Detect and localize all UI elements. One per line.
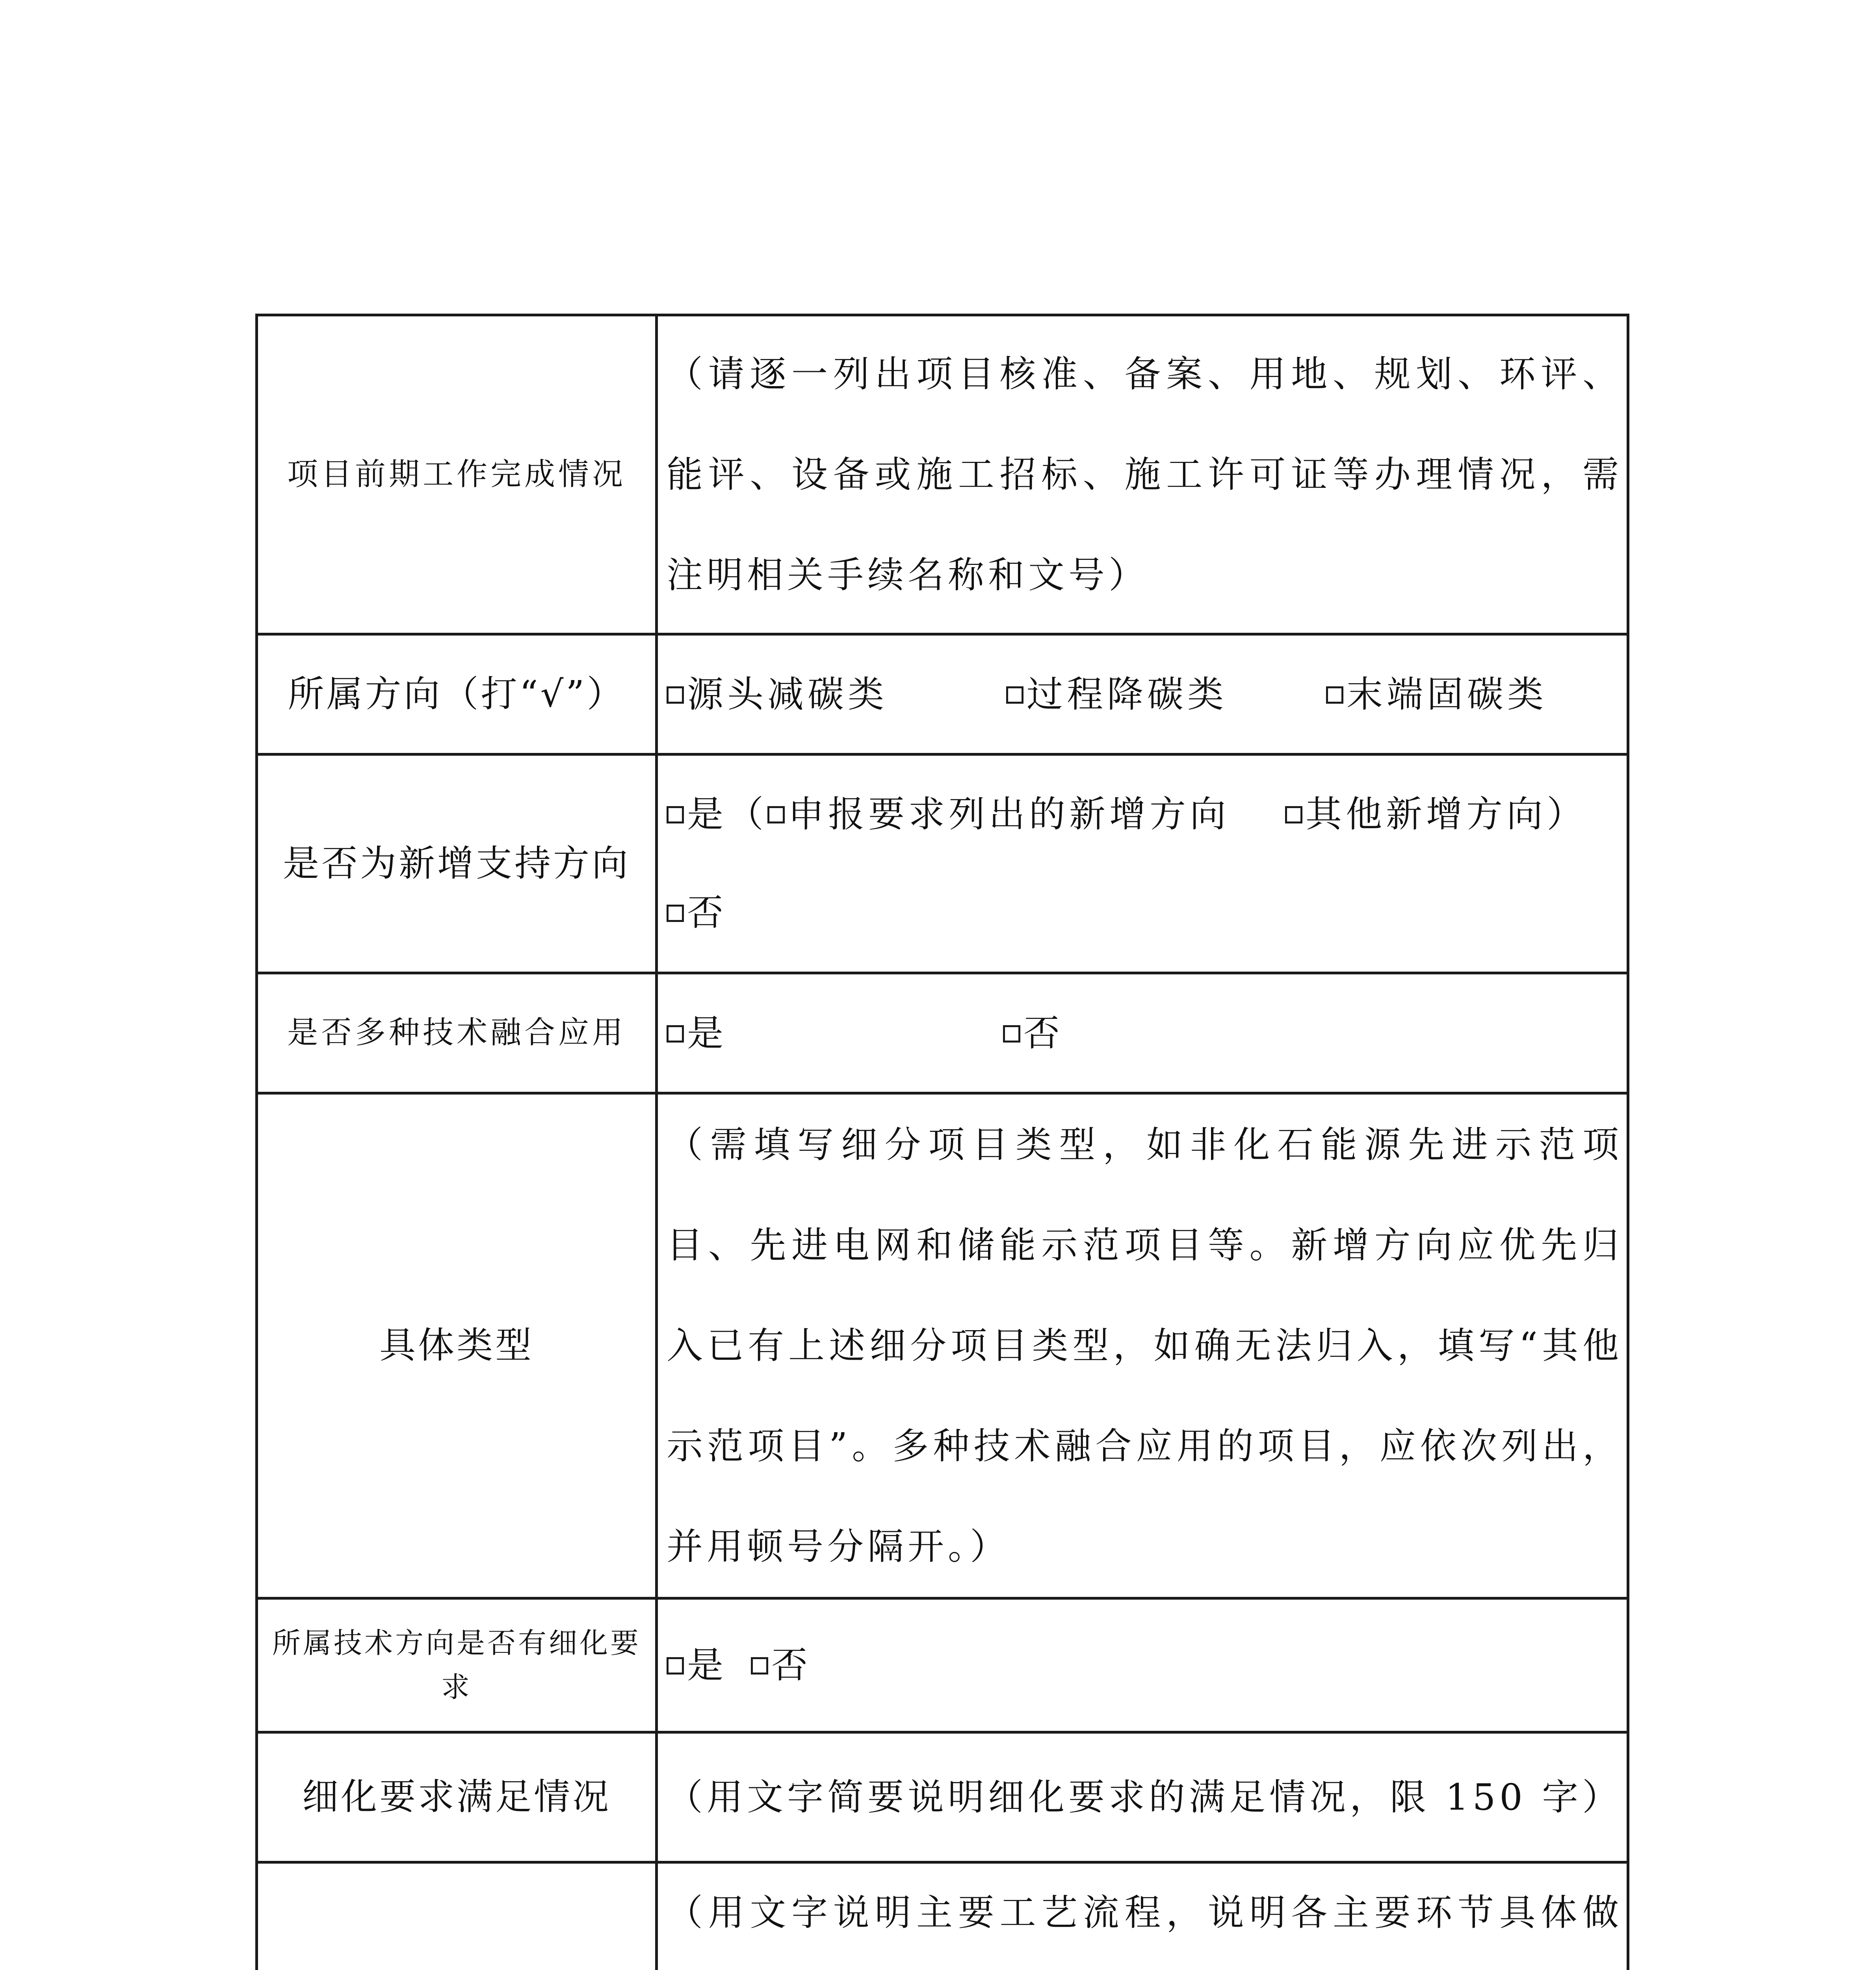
row-content-refined-requirement (657, 1598, 1628, 1732)
row-label-new-direction: 是否为新增支持方向 (257, 755, 657, 973)
option-no[interactable] (751, 1644, 812, 1686)
option-label: 是 (687, 1012, 728, 1054)
option-label: 否 (687, 892, 728, 934)
row-content-specific-type: （需填写细分项目类型，如非化石能源先进示范项目、先进电网和储能示范项目等。新增方向应优先归入已有上述细分项目类型，如确无法归入，填写“其他示范项目”。多种技术融合应用的项目，应依次列出，并用顿号分隔开。） (657, 1093, 1628, 1598)
row-content-direction (657, 634, 1628, 755)
option-other-new-direction[interactable] (1285, 793, 1587, 835)
checkbox-icon[interactable] (1326, 686, 1343, 704)
row-label-refined-requirement: 所属技术方向是否有细化要求 (257, 1598, 657, 1732)
table-row (257, 1598, 1628, 1732)
option-yes[interactable] (667, 793, 767, 835)
table-row (257, 1862, 1628, 1970)
option-label: 否 (771, 1644, 812, 1686)
option-source-carbon-reduction[interactable] (667, 673, 888, 716)
row-label-preliminary-work: 项目前期工作完成情况 (257, 315, 657, 634)
checkbox-icon[interactable] (667, 905, 684, 922)
checkbox-icon[interactable] (667, 806, 684, 823)
table-row (257, 1093, 1628, 1598)
row-label-direction: 所属方向（打“√”） (257, 634, 657, 755)
option-label: 源头减碳类 (687, 673, 888, 716)
option-label: 申报要求列出的新增方向 (788, 793, 1230, 835)
table-row (257, 315, 1628, 634)
checkbox-icon[interactable] (667, 1657, 684, 1674)
row-label-requirement-fulfillment: 细化要求满足情况 (257, 1732, 657, 1862)
table-row (257, 755, 1628, 973)
option-listed-new-direction[interactable] (767, 793, 1230, 835)
option-label: 是 (687, 1644, 728, 1686)
row-content-preliminary-work: （请逐一列出项目核准、备案、用地、规划、环评、能评、设备或施工招标、施工许可证等办理情况，需注明相关手续名称和文号） (657, 315, 1628, 634)
row-content-new-direction (657, 755, 1628, 973)
table-row (257, 634, 1628, 755)
row-label-process-route (257, 1862, 657, 1970)
table-row (257, 973, 1628, 1093)
option-label: 过程降碳类 (1027, 673, 1228, 716)
option-label: 末端固碳类 (1347, 673, 1548, 716)
application-form-table (255, 314, 1629, 1970)
option-yes[interactable] (667, 1644, 727, 1686)
option-label: 是（ (687, 793, 768, 835)
row-content-process-route: （用文字说明主要工艺流程，说明各主要环节具体做 (657, 1862, 1628, 1970)
row-label-multi-tech: 是否多种技术融合应用 (257, 973, 657, 1093)
option-no[interactable] (1003, 1012, 1064, 1054)
checkbox-icon[interactable] (767, 806, 785, 823)
checkbox-icon[interactable] (667, 686, 684, 704)
table-row (257, 1732, 1628, 1862)
option-yes[interactable] (667, 1012, 727, 1054)
checkbox-icon[interactable] (1285, 806, 1302, 823)
checkbox-icon[interactable] (1003, 1025, 1020, 1043)
checkbox-icon[interactable] (751, 1657, 768, 1674)
row-content-multi-tech (657, 973, 1628, 1093)
checkbox-icon[interactable] (667, 1025, 684, 1043)
option-end-carbon-fixation[interactable] (1326, 673, 1547, 716)
checkbox-icon[interactable] (1006, 686, 1023, 704)
row-content-requirement-fulfillment: （用文字简要说明细化要求的满足情况，限 150 字） (657, 1732, 1628, 1862)
option-label: 其他新增方向） (1306, 793, 1587, 835)
option-process-carbon-reduction[interactable] (1006, 673, 1228, 716)
row-label-specific-type: 具体类型 (257, 1093, 657, 1598)
option-label: 否 (1023, 1012, 1064, 1054)
option-no[interactable] (667, 892, 727, 934)
